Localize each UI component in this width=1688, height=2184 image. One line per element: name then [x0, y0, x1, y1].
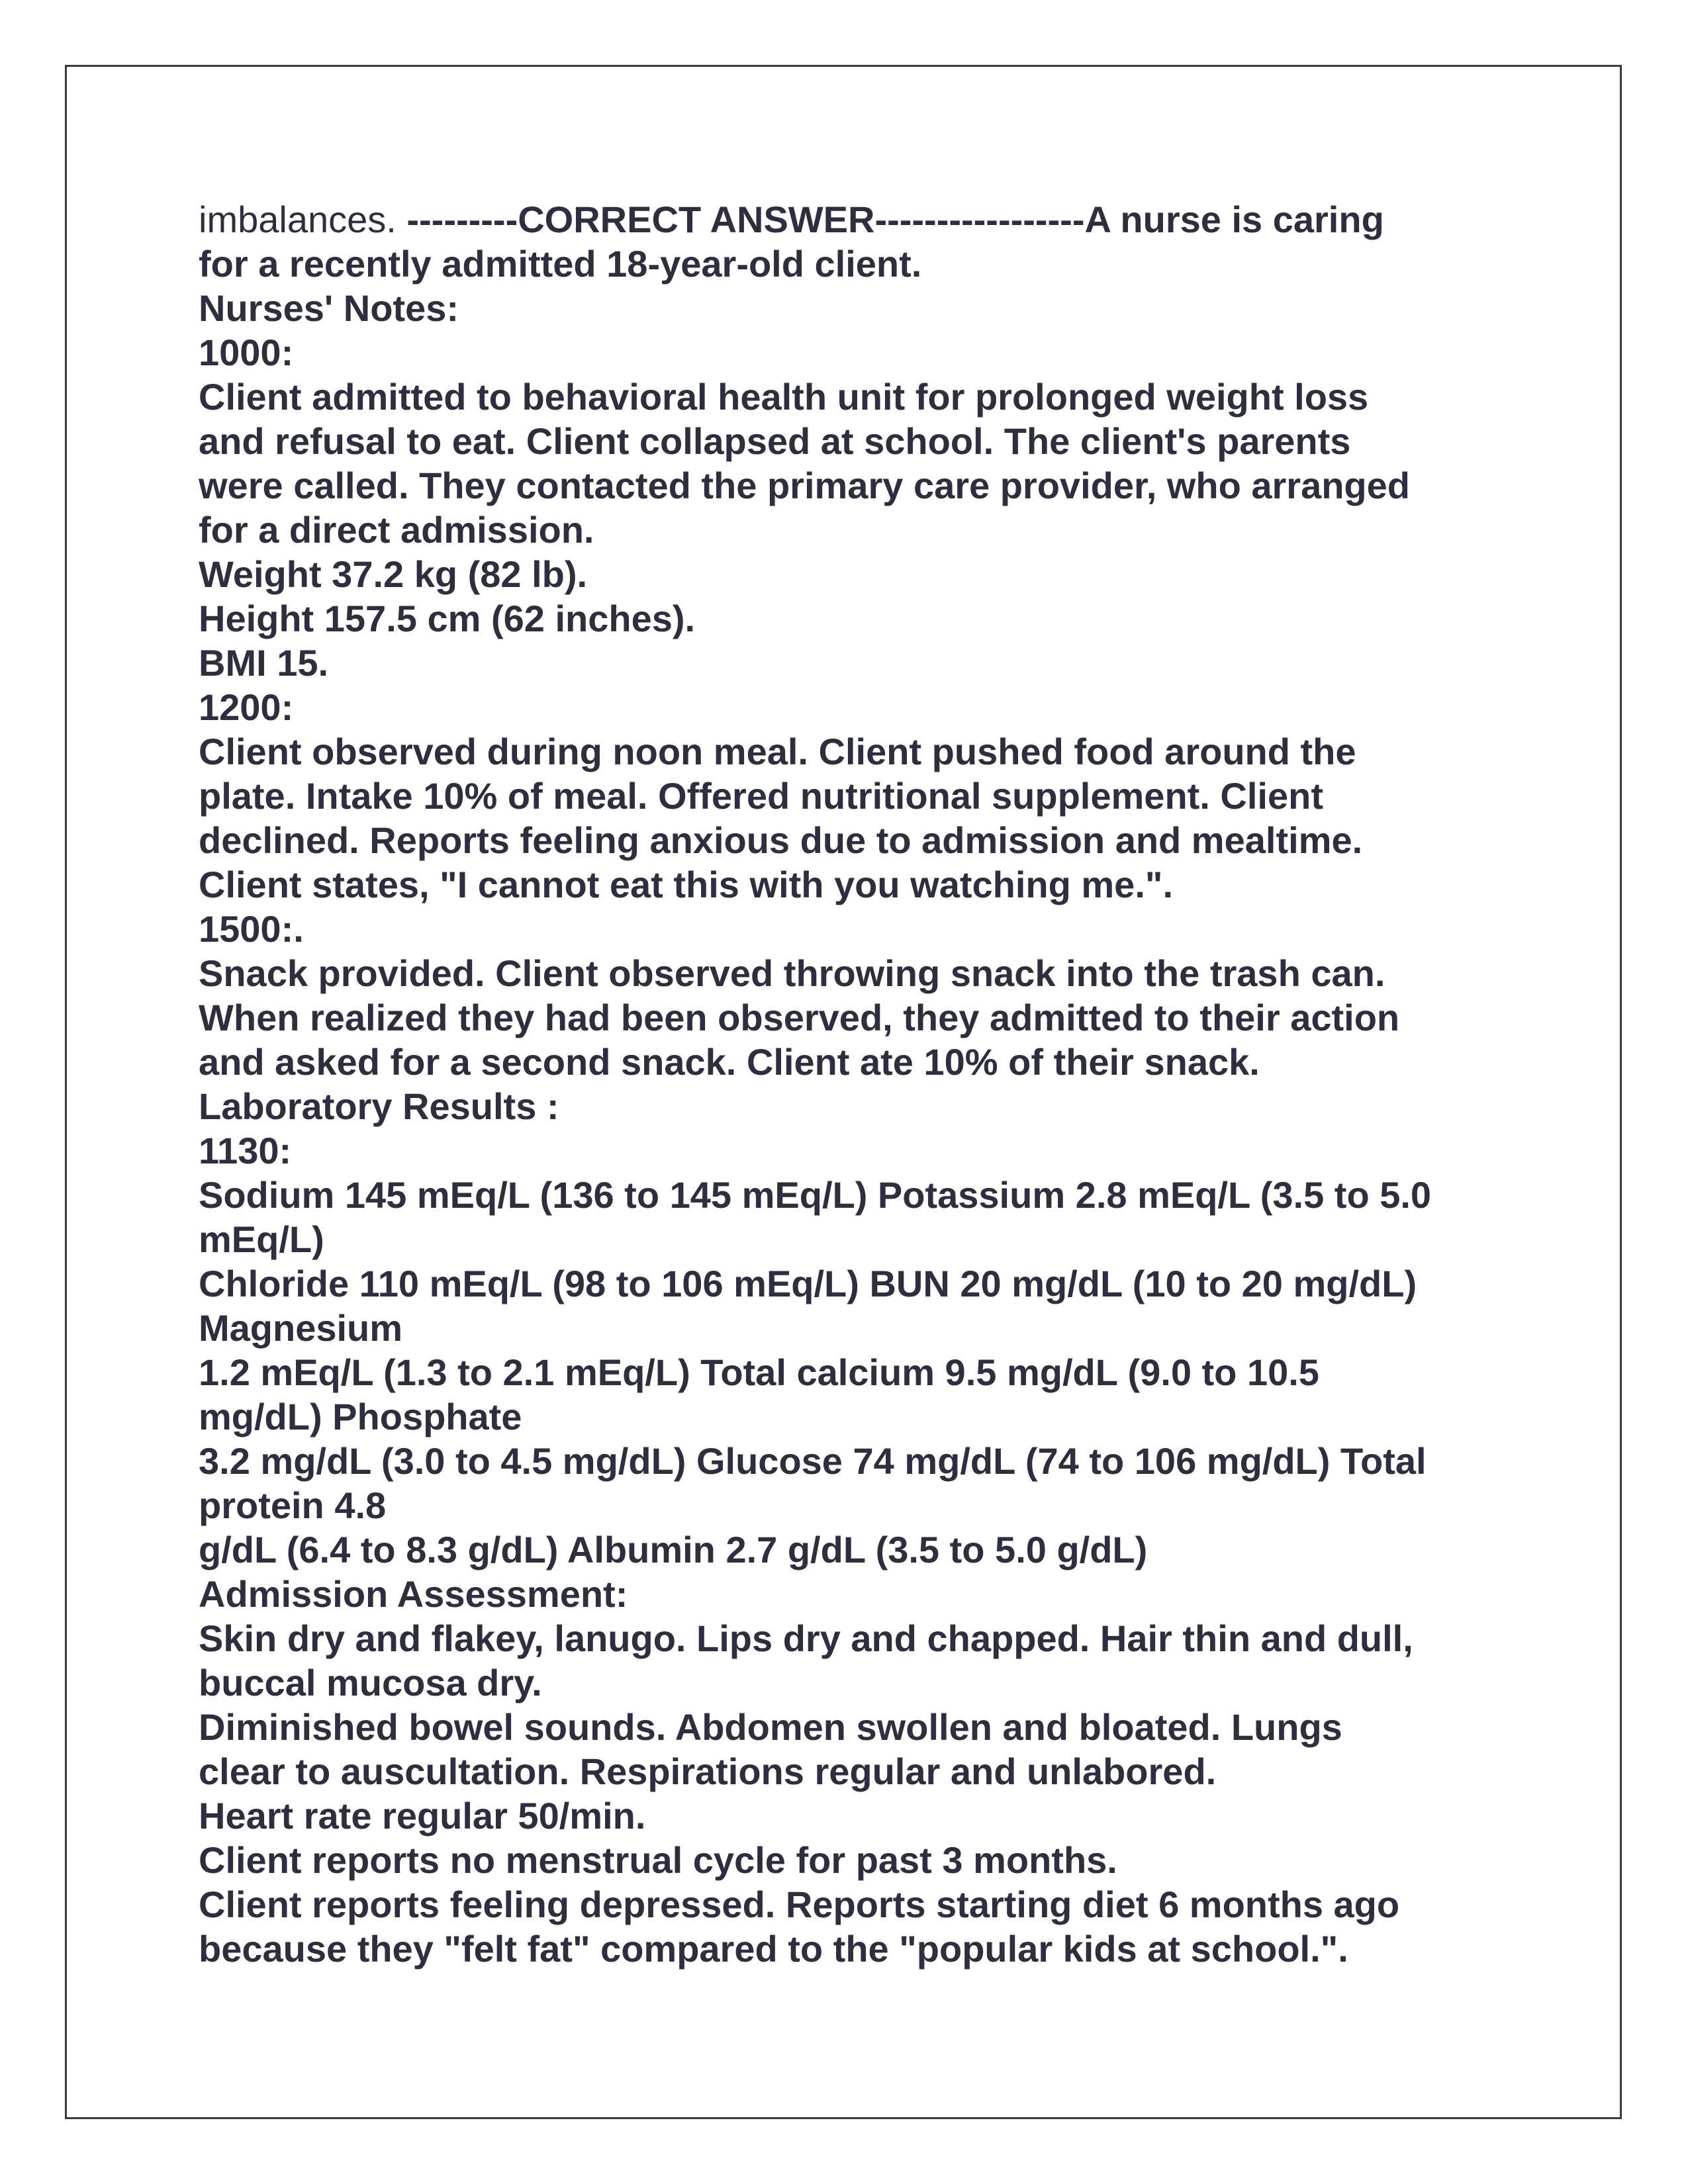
time-stamp: 1000:	[199, 332, 294, 373]
lab-line: 1.2 mEq/L (1.3 to 2.1 mEq/L) Total calcium 9.5 mg/dL (9.0 to 10.5	[199, 1351, 1319, 1393]
lab-line: g/dL (6.4 to 8.3 g/dL) Albumin 2.7 g/dL (3.5 to 5.0 g/dL)	[199, 1529, 1148, 1570]
bmi-line: BMI 15.	[199, 642, 329, 684]
text-line: and refusal to eat. Client collapsed at school. The client's parents	[199, 420, 1351, 462]
height-line: Height 157.5 cm (62 inches).	[199, 598, 696, 639]
lab-line: Chloride 110 mEq/L (98 to 106 mEq/L) BUN 20 mg/dL (10 to 20 mg/dL)	[199, 1263, 1417, 1304]
text-line: Heart rate regular 50/min.	[199, 1795, 646, 1837]
text-line: for a recently admitted 18-year-old client.	[199, 243, 922, 285]
section-heading-lab-results: Laboratory Results :	[199, 1085, 559, 1127]
time-stamp: 1200:	[199, 686, 294, 728]
text-line-first	[199, 197, 1496, 242]
text-line: Client observed during noon meal. Client pushed food around the	[199, 731, 1356, 772]
answer-heading: ---------CORRECT ANSWER-----------------A nurse is caring	[406, 199, 1384, 240]
text-line: Client reports no menstrual cycle for past 3 months.	[199, 1839, 1117, 1881]
document-body	[199, 197, 1496, 1971]
lab-line: mg/dL) Phosphate	[199, 1396, 522, 1437]
text-line: Client reports feeling depressed. Reports starting diet 6 months ago	[199, 1884, 1400, 1925]
lab-line: protein 4.8	[199, 1484, 387, 1526]
text-line: and asked for a second snack. Client ate 10% of their snack.	[199, 1041, 1260, 1083]
text-line: Diminished bowel sounds. Abdomen swollen and bloated. Lungs	[199, 1706, 1342, 1748]
lab-line: 3.2 mg/dL (3.0 to 4.5 mg/dL) Glucose 74 mg/dL (74 to 106 mg/dL) Total	[199, 1440, 1427, 1482]
text-line: because they "felt fat" compared to the "popular kids at school.".	[199, 1928, 1348, 1970]
text-line: for a direct admission.	[199, 509, 594, 551]
lab-line: mEq/L)	[199, 1218, 324, 1260]
text-line: When realized they had been observed, they admitted to their action	[199, 997, 1400, 1038]
lab-line: Magnesium	[199, 1307, 403, 1349]
text-line: declined. Reports feeling anxious due to admission and mealtime.	[199, 819, 1363, 861]
text-line: Client states, "I cannot eat this with you watching me.".	[199, 864, 1173, 905]
text-line: were called. They contacted the primary care provider, who arranged	[199, 465, 1410, 506]
section-heading-admission-assessment: Admission Assessment:	[199, 1573, 628, 1615]
time-stamp: 1500:.	[199, 908, 304, 950]
text-line: buccal mucosa dry.	[199, 1662, 542, 1704]
text-line: Client admitted to behavioral health unit for prolonged weight loss	[199, 376, 1369, 418]
weight-line: Weight 37.2 kg (82 lb).	[199, 553, 588, 595]
text-line: Skin dry and flakey, lanugo. Lips dry and chapped. Hair thin and dull,	[199, 1617, 1413, 1659]
time-stamp: 1130:	[199, 1130, 292, 1171]
lab-line: Sodium 145 mEq/L (136 to 145 mEq/L) Potassium 2.8 mEq/L (3.5 to 5.0	[199, 1174, 1432, 1216]
text-line: plate. Intake 10% of meal. Offered nutritional supplement. Client	[199, 775, 1323, 817]
section-heading-nurses-notes: Nurses' Notes:	[199, 287, 459, 329]
text-prefix: imbalances.	[199, 199, 407, 240]
text-line: Snack provided. Client observed throwing snack into the trash can.	[199, 952, 1385, 994]
text-line: clear to auscultation. Respirations regular and unlabored.	[199, 1751, 1217, 1792]
